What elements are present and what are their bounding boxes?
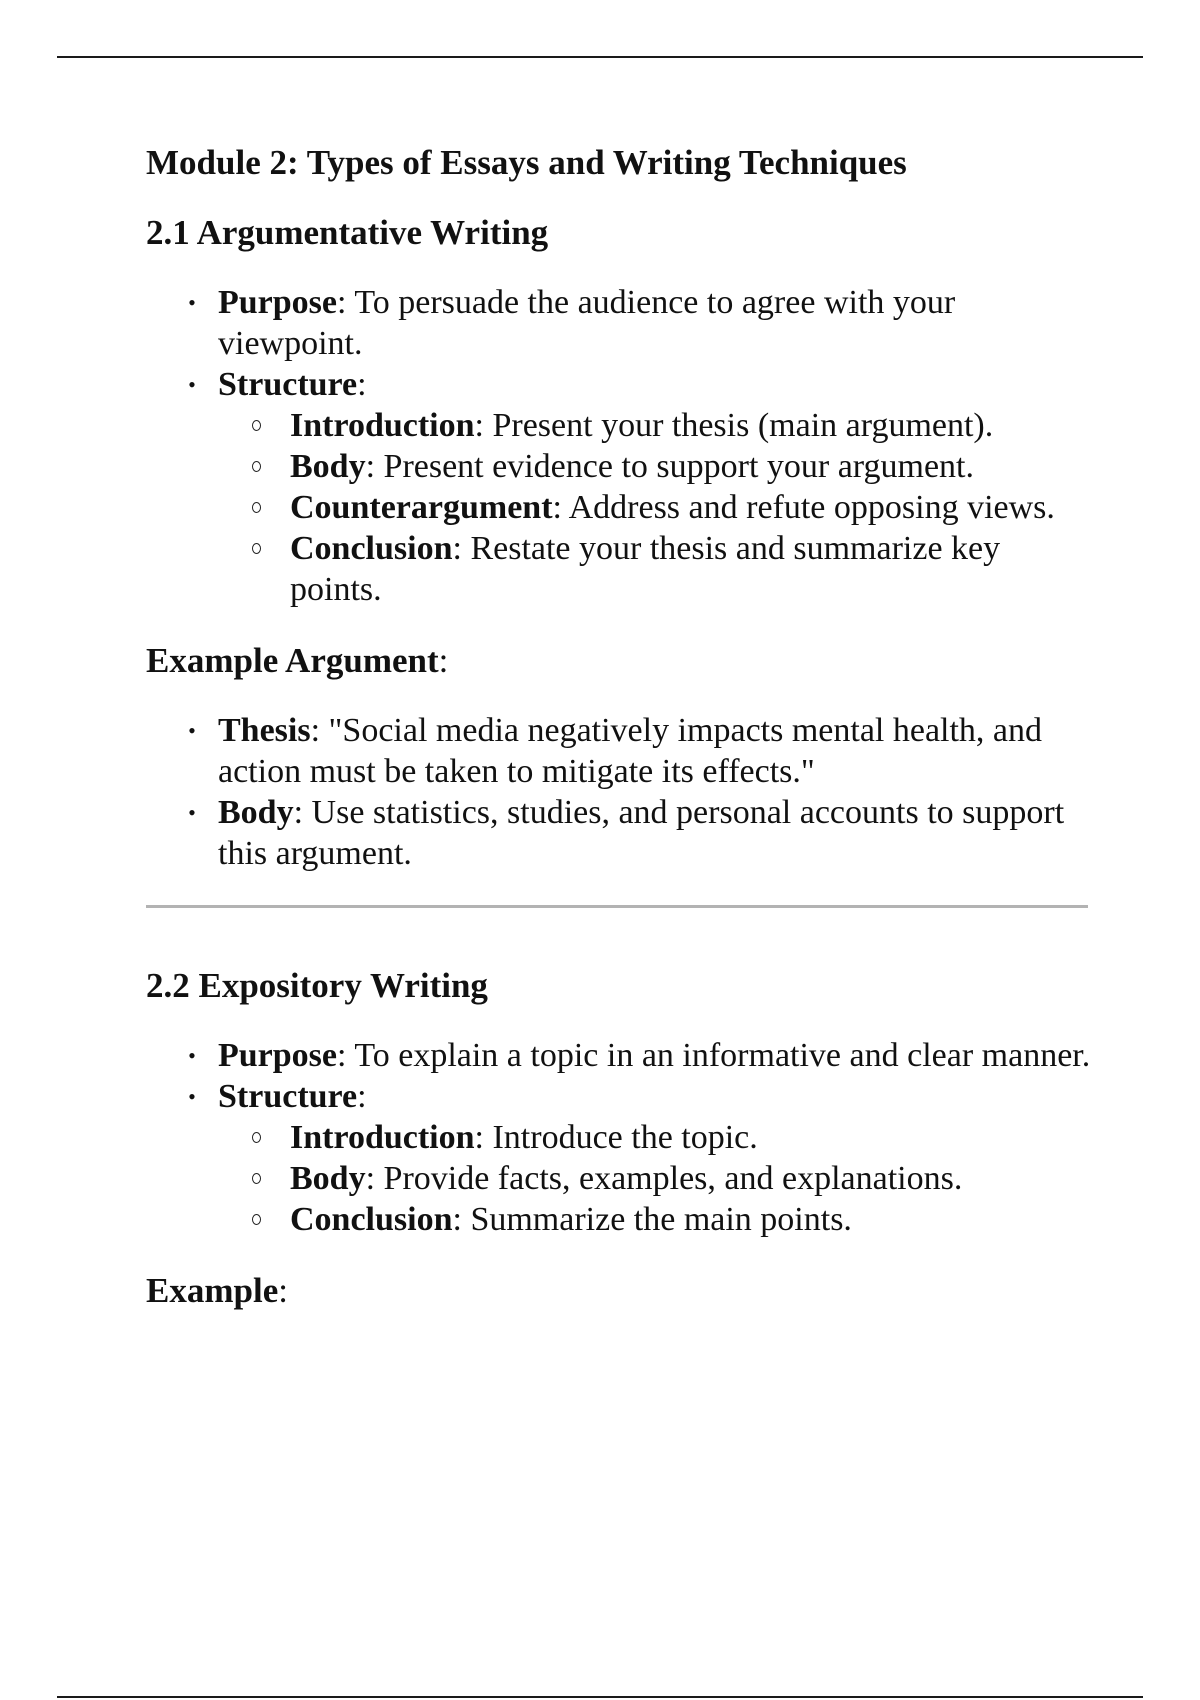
sublist-item [290,487,1096,528]
term-description: : Provide facts, examples, and explanations. [365,1160,963,1197]
page-top-rule [57,56,1143,58]
circle-bullet-icon [252,543,261,554]
list-item-structure [188,1076,1096,1240]
section-heading-argumentative: 2.1 Argumentative Writing [146,213,549,252]
bullet-icon: • [188,372,196,397]
term-description: : Present your thesis (main argument). [474,407,994,444]
list-item-purpose [188,1035,1096,1076]
circle-bullet-icon [252,420,261,431]
example-heading-colon: : [278,1271,288,1310]
list-item-structure [188,364,1096,610]
example-heading [146,1270,1096,1311]
term-description: : Introduce the topic. [474,1119,758,1156]
term-colon: : [357,1078,367,1115]
circle-bullet-icon [252,502,261,513]
circle-bullet-icon [252,1214,261,1225]
term-label: Counterargument [290,489,553,526]
bullet-icon: • [188,1084,196,1109]
example-heading-colon: : [438,641,449,680]
term-description: : Summarize the main points. [452,1201,852,1238]
term-colon: : [357,366,367,403]
term-description: : To explain a topic in an informative and clear manner. [337,1037,1091,1074]
term-description: : Address and refute opposing views. [552,489,1055,526]
structure-sublist [218,1117,1096,1240]
term-label: Body [218,794,294,831]
circle-bullet-icon [252,1132,261,1143]
term-description: : To persuade the audience to agree with your viewpoint. [218,284,956,362]
module-title: Module 2: Types of Essays and Writing Techniques [146,143,907,182]
term-label: Purpose [218,284,337,321]
term-description: : Present evidence to support your argument. [365,448,974,485]
term-label: Body [290,448,366,485]
sublist-item [290,405,1096,446]
sublist-item [290,1158,1096,1199]
example-argument-list [146,710,1096,874]
list-item-purpose [188,282,1096,364]
sublist-item [290,1117,1096,1158]
term-label: Purpose [218,1037,337,1074]
term-description: : Restate your thesis and summarize key points. [290,530,1001,608]
section-divider [146,905,1088,908]
example-argument-heading [146,640,1096,681]
term-label: Structure [218,366,358,403]
list-item-body [188,792,1096,874]
example-heading-label: Example Argument [146,641,439,680]
term-label: Introduction [290,407,475,444]
circle-bullet-icon [252,1173,261,1184]
sublist-item [290,446,1096,487]
term-label: Introduction [290,1119,475,1156]
term-label: Structure [218,1078,358,1115]
bullet-icon: • [188,800,196,825]
term-label: Conclusion [290,530,453,567]
term-description: : Use statistics, studies, and personal accounts to support this argument. [218,794,1065,872]
section-heading-expository: 2.2 Expository Writing [146,966,488,1005]
sublist-item [290,1199,1096,1240]
term-description: : "Social media negatively impacts mental health, and action must be taken to mitigate its effects." [218,712,1043,790]
example-heading-label: Example [146,1271,279,1310]
sublist-item [290,528,1096,610]
bullet-icon: • [188,1043,196,1068]
list-item-thesis [188,710,1096,792]
expository-list [146,1035,1096,1240]
page-bottom-rule [57,1696,1143,1698]
term-label: Conclusion [290,1201,453,1238]
term-label: Thesis [218,712,311,749]
bullet-icon: • [188,290,196,315]
document-body [146,142,1096,1340]
term-label: Body [290,1160,366,1197]
argumentative-list [146,282,1096,610]
circle-bullet-icon [252,461,261,472]
bullet-icon: • [188,718,196,743]
structure-sublist [218,405,1096,610]
